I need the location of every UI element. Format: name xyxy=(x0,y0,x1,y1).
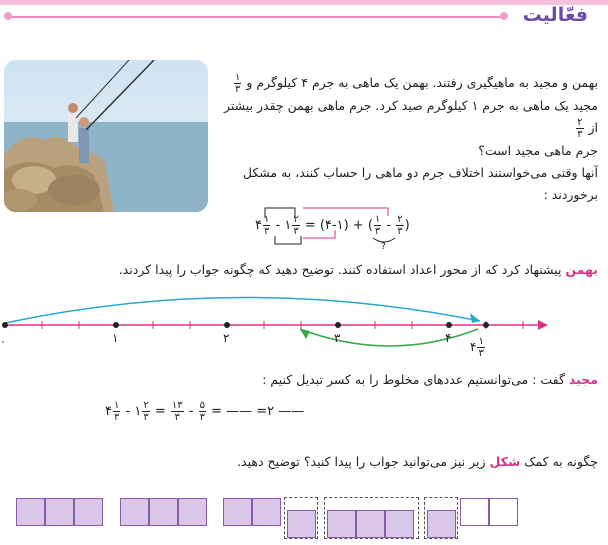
problem-line-2: مجید یک ماهی به جرم ۱ کیلوگرم صید کرد. جرم ماهی بهمن چقدر بیشتر از $\frac{۲}{۳}$ xyxy=(223,98,598,140)
box-cell xyxy=(427,510,456,538)
section-heading-bar xyxy=(0,0,608,34)
problem-line2-fraction: $\frac{۲}{۳}$ xyxy=(577,117,583,140)
box-group-7 xyxy=(460,498,518,528)
box-cell xyxy=(16,498,45,526)
box-cell-empty xyxy=(489,498,518,526)
tick-label-4: ۴ xyxy=(445,331,452,345)
question-two-highlight: شکل xyxy=(489,454,521,469)
equation-one xyxy=(255,200,420,255)
tick-label-2: ۲ xyxy=(223,331,230,345)
problem-line-4: آنها وقتی می‌خواستند اختلاف جرم دو ماهی را حساب کنند، به مشکل xyxy=(242,165,598,180)
box-cell-empty xyxy=(460,498,489,526)
problem-line1-fraction: $\frac{۱}{۳}$ xyxy=(235,72,241,95)
box-cell xyxy=(45,498,74,526)
heading-line xyxy=(6,16,506,18)
majid-name: مجید xyxy=(568,372,598,387)
bahman-name: بهمن xyxy=(565,262,598,277)
problem-paragraph xyxy=(213,72,598,206)
box-cell xyxy=(385,510,414,538)
box-group-1 xyxy=(16,498,103,528)
section-title: فعّالیت xyxy=(522,4,588,26)
majid-paragraph xyxy=(8,369,598,391)
tick-label-0: ۰ xyxy=(0,335,6,348)
heading-stripe xyxy=(0,0,608,5)
box-cell xyxy=(178,498,207,526)
equation-two-blank-1: —— xyxy=(226,404,253,419)
box-cell xyxy=(120,498,149,526)
problem-line-1: بهمن و مجید به ماهیگیری رفتند. بهمن یک ماهی به جرم ۴ کیلوگرم و $\frac{۱}{۳}$ xyxy=(235,72,598,95)
box-cell xyxy=(74,498,103,526)
heading-dot-right xyxy=(500,12,508,20)
box-cell xyxy=(356,510,385,538)
question-two: چگونه به کمک شکل زیر نیز می‌توانید جواب را پیدا کنید؟ توضیح دهید. xyxy=(237,454,598,469)
number-line-point-1 xyxy=(113,322,119,328)
equation-two-blank-2: —— xyxy=(278,404,305,419)
bahman-text: پیشنهاد کرد که از محور اعداد استفاده کنند. توضیح دهید که چگونه جواب را پیدا کردند. xyxy=(118,262,562,277)
number-line xyxy=(0,283,608,368)
number-line-top-arc xyxy=(5,297,480,323)
equation-one-expression: ۴ $\frac{۱}{۳}$ - ۱ $\frac{۲}{۳}$ = (۴-۱) + ( $\frac{۱}{۳}$ - $\frac{۲}{۳}$ ) xyxy=(255,214,410,237)
box-cell xyxy=(223,498,252,526)
box-cell xyxy=(252,498,281,526)
tick-label-3: ۳ xyxy=(334,331,341,345)
number-line-point-0 xyxy=(2,322,8,328)
box-group-2 xyxy=(120,498,207,528)
tick-label-1: ۱ xyxy=(112,331,119,345)
equation-two: ۴ $\frac{۱}{۳}$ - ۱ $\frac{۲}{۳}$ = $\frac{۱۳}{۳}$ - $\frac{۵}{۳}$ = —— =۲ —— xyxy=(105,400,305,423)
heading-dot-left xyxy=(4,12,12,20)
majid-text: گفت : می‌توانستیم عددهای مخلوط را به کسر تبدیل کنیم : xyxy=(262,372,565,387)
number-line-point-4 xyxy=(446,322,452,328)
number-line-arrow xyxy=(538,320,548,330)
number-line-bottom-arrowhead xyxy=(300,329,310,339)
fishing-photo xyxy=(4,60,208,212)
tick-label-end: ۴ $\frac{۱}{۳}$ xyxy=(470,336,484,359)
problem-line-3: جرم ماهی مجید است؟ xyxy=(478,143,598,158)
box-group-3 xyxy=(223,498,281,528)
number-line-point-end xyxy=(483,322,489,328)
box-cell xyxy=(287,510,316,538)
box-cell xyxy=(149,498,178,526)
bahman-paragraph xyxy=(8,259,598,281)
box-cell xyxy=(327,510,356,538)
equation-one-question: ? xyxy=(381,242,386,252)
number-line-point-2 xyxy=(224,322,230,328)
number-line-point-3 xyxy=(335,322,341,328)
problem-line-5: برخوردند : xyxy=(543,187,598,202)
number-line-top-arrowhead xyxy=(470,313,480,323)
box-group-6-outline xyxy=(424,497,458,539)
box-group-5-outline xyxy=(324,497,419,539)
box-group-5 xyxy=(327,510,414,538)
box-group-4-outline xyxy=(284,497,318,539)
